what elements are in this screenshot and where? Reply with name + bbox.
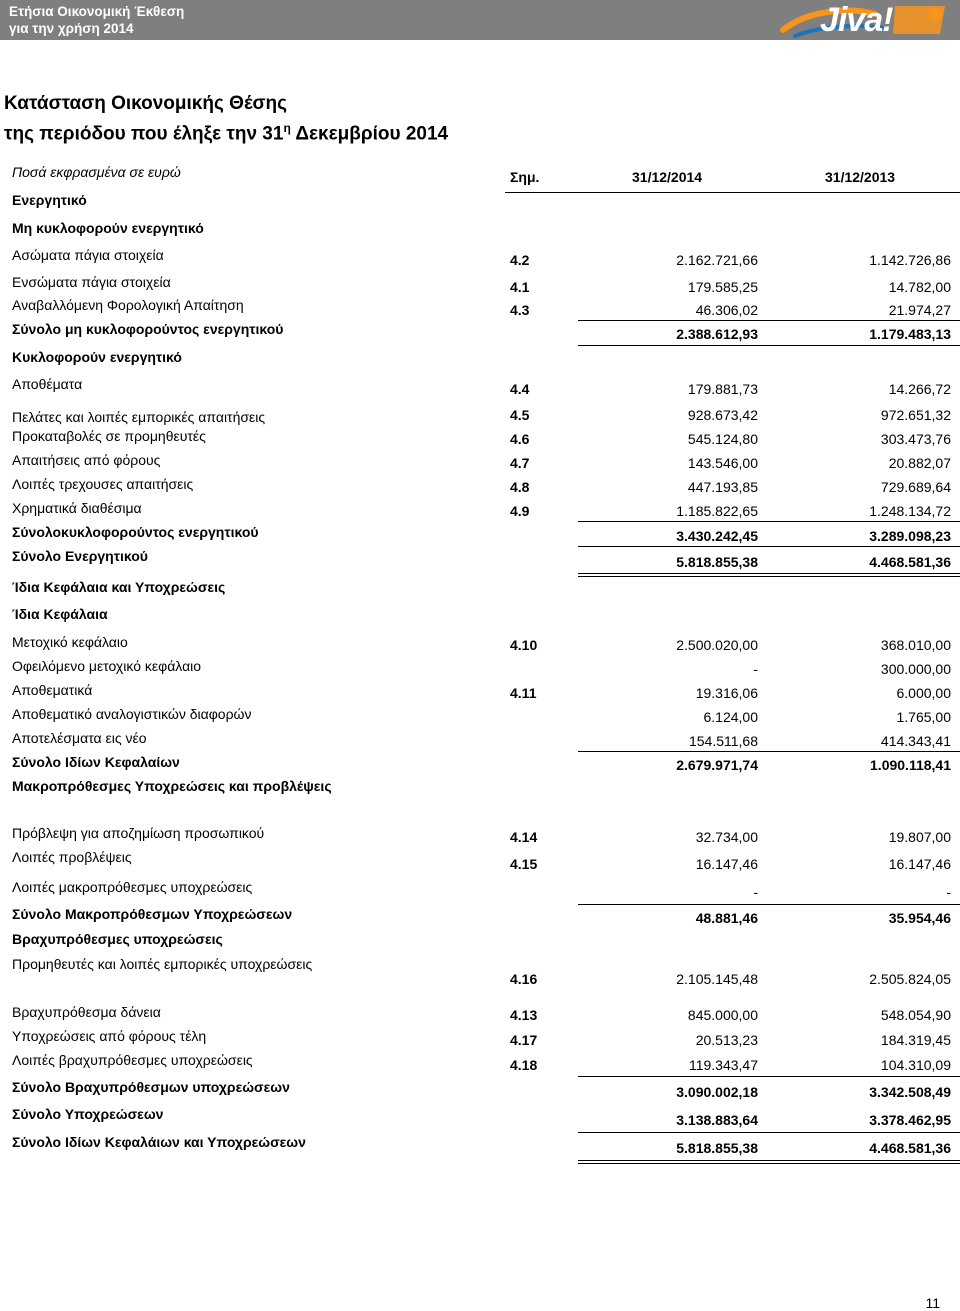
section-non-current-assets: Μη κυκλοφορούν ενεργητικό [12, 220, 204, 236]
row-label: Προμηθευτές και λοιπές εμπορικές υποχρεώσεις [12, 956, 313, 972]
row-note: 4.7 [510, 455, 530, 471]
section-equity: Ίδια Κεφάλαια [12, 606, 108, 622]
row-value-2014: 20.513,23 [695, 1032, 758, 1048]
row-label: Αποθεματικά [12, 682, 93, 698]
row-value-2014: 1.185.822,65 [676, 503, 758, 519]
row-value-2013: 184.319,45 [880, 1032, 951, 1048]
row-value-2014: 2.162.721,66 [676, 252, 758, 268]
header-band [0, 0, 960, 40]
row-label: Σύνολο μη κυκλοφορούντος ενεργητικού [12, 321, 284, 337]
row-value-2014: 928.673,42 [687, 407, 758, 423]
row-value-2013: 14.266,72 [888, 381, 951, 397]
total-rule [770, 1163, 960, 1164]
subtotal-rule [770, 521, 960, 522]
subtotal-rule [578, 345, 770, 346]
row-note: 4.2 [510, 252, 530, 268]
row-note: 4.14 [510, 829, 538, 845]
row-label: Πρόβλεψη για αποζημίωση προσωπικού [12, 825, 265, 841]
header-divider [505, 192, 960, 193]
row-note: 4.1 [510, 279, 530, 295]
row-value-2013: 414.343,41 [880, 733, 951, 749]
subtotal-rule [578, 546, 770, 547]
total-rule [578, 573, 770, 574]
section-long-term-liabilities: Μακροπρόθεσμες Υποχρεώσεις και προβλέψεις [12, 778, 332, 794]
report-title: Ετήσια Οικονομική Έκθεση [9, 4, 185, 19]
subtotal-rule [770, 1076, 960, 1077]
section-short-term-liabilities: Βραχυπρόθεσμες υποχρεώσεις [12, 931, 223, 947]
statement-title: Κατάσταση Οικονομικής Θέσης [4, 93, 288, 114]
row-note: 4.18 [510, 1057, 538, 1073]
row-label: Σύνολοκυκλοφορούντος ενεργητικού [12, 524, 259, 540]
row-label: Οφειλόμενο μετοχικό κεφάλαιο [12, 658, 202, 674]
row-value-2013: 35.954,46 [888, 910, 951, 926]
row-value-2014: 179.881,73 [687, 381, 758, 397]
row-value-2013: 6.000,00 [896, 685, 951, 701]
row-value-2014: 2.679.971,74 [676, 757, 758, 773]
row-note: 4.15 [510, 856, 538, 872]
subtotal-rule [578, 521, 770, 522]
row-note: 4.5 [510, 407, 530, 423]
row-value-2014: 6.124,00 [703, 709, 758, 725]
row-value-2013: 300.000,00 [880, 661, 951, 677]
row-value-2013: 21.974,27 [888, 302, 951, 318]
row-label: Αποτελέσματα εις νέο [12, 730, 147, 746]
row-value-2013: 3.289.098,23 [869, 528, 951, 544]
row-label: Σύνολο Ιδίων Κεφαλάιων και Υποχρεώσεων [12, 1134, 306, 1150]
row-value-2014: 2.388.612,93 [676, 326, 758, 342]
row-value-2013: 972.651,32 [880, 407, 951, 423]
row-value-2013: 548.054,90 [880, 1007, 951, 1023]
row-label: Σύνολο Ενεργητικού [12, 548, 148, 564]
row-value-2013: 104.310,09 [880, 1057, 951, 1073]
subtotal-rule [770, 904, 960, 905]
row-value-2014: 2.500.020,00 [676, 637, 758, 653]
row-value-2013: - [946, 884, 951, 900]
row-value-2014: 32.734,00 [695, 829, 758, 845]
row-label: Πελάτες και λοιπές εμπορικές απαιτήσεις [12, 409, 266, 425]
row-value-2013: 4.468.581,36 [869, 554, 951, 570]
row-value-2014: 5.818.855,38 [676, 1140, 758, 1156]
row-value-2013: 1.090.118,41 [870, 757, 951, 773]
row-note: 4.11 [510, 685, 537, 701]
row-value-2014: 48.881,46 [695, 910, 758, 926]
row-note: 4.16 [510, 971, 538, 987]
total-rule [770, 573, 960, 574]
total-rule [578, 576, 770, 577]
subtotal-rule [770, 345, 960, 346]
section-current-assets: Κυκλοφορούν ενεργητικό [12, 349, 182, 365]
row-value-2013: 729.689,64 [880, 479, 951, 495]
row-value-2014: 179.585,25 [687, 279, 758, 295]
row-value-2014: 16.147,46 [695, 856, 758, 872]
row-value-2013: 368.010,00 [880, 637, 951, 653]
row-value-2014: 3.430.242,45 [676, 528, 758, 544]
row-label: Σύνολο Ιδίων Κεφαλαίων [12, 754, 180, 770]
subtotal-rule [770, 546, 960, 547]
statement-period: της περιόδου που έληξε την $31^\eta$ Δεκεμβρίου 2014 [4, 121, 449, 145]
row-note: 4.4 [510, 381, 530, 397]
row-label: Λοιπές προβλέψεις [12, 849, 132, 865]
row-value-2014: 3.090.002,18 [676, 1084, 758, 1100]
row-label: Λοιπές βραχυπρόθεσμες υποχρεώσεις [12, 1052, 253, 1068]
row-value-2014: 46.306,02 [695, 302, 758, 318]
subtotal-rule [578, 320, 770, 321]
row-label: Λοιπές μακροπρόθεσμες υποχρεώσεις [12, 879, 253, 895]
row-label: Αποθέματα [12, 376, 83, 392]
subtotal-rule [578, 1076, 770, 1077]
total-rule [770, 576, 960, 577]
row-value-2014: 119.343,47 [688, 1057, 758, 1073]
row-note: 4.13 [510, 1007, 538, 1023]
row-label: Σύνολο Βραχυπρόθεσμων υποχρεώσεων [12, 1079, 290, 1095]
row-label: Αναβαλλόμενη Φορολογική Απαίτηση [12, 297, 244, 313]
total-rule [578, 1163, 770, 1164]
row-note: 4.6 [510, 431, 530, 447]
column-header-2014: 31/12/2014 [632, 169, 703, 185]
row-label: Ασώματα πάγια στοιχεία [12, 247, 164, 263]
row-note: 4.9 [510, 503, 530, 519]
report-year: για την χρήση 2014 [9, 21, 134, 36]
row-label: Σύνολο Μακροπρόθεσμων Υποχρεώσεων [12, 906, 293, 922]
row-value-2013: 2.505.824,05 [869, 971, 951, 987]
row-value-2013: 4.468.581,36 [869, 1140, 951, 1156]
subtotal-rule [770, 751, 960, 752]
subtotal-rule [578, 1132, 770, 1133]
currency-note: Ποσά εκφρασμένα σε ευρώ [12, 164, 181, 180]
subtotal-rule [578, 751, 770, 752]
row-value-2013: 1.765,00 [896, 709, 951, 725]
row-value-2014: 545.124,80 [687, 431, 758, 447]
row-value-2013: 16.147,46 [888, 856, 951, 872]
row-value-2014: 447.193,85 [687, 479, 758, 495]
row-value-2014: - [753, 661, 758, 677]
section-equity-liabilities: Ίδια Κεφάλαια και Υποχρεώσεις [12, 579, 226, 595]
row-value-2013: 1.179.483,13 [869, 326, 951, 342]
row-label: Λοιπές τρεχουσες απαιτήσεις [12, 476, 194, 492]
row-note: 4.8 [510, 479, 530, 495]
section-assets: Ενεργητικό [12, 192, 87, 208]
row-label: Ενσώματα πάγια στοιχεία [12, 274, 171, 290]
row-value-2013: 19.807,00 [888, 829, 951, 845]
row-label: Απαιτήσεις από φόρους [12, 452, 161, 468]
row-value-2014: 19.316,06 [695, 685, 758, 701]
row-label: Βραχυπρόθεσμα δάνεια [12, 1004, 161, 1020]
row-value-2014: 845.000,00 [687, 1007, 758, 1023]
subtotal-rule [770, 1132, 960, 1133]
subtotal-rule [770, 320, 960, 321]
row-value-2014: 2.105.145,48 [676, 971, 758, 987]
row-value-2014: 143.546,00 [687, 455, 758, 471]
row-value-2013: 20.882,07 [888, 455, 951, 471]
row-value-2013: 1.248.134,72 [869, 503, 951, 519]
row-label: Μετοχικό κεφάλαιο [12, 634, 128, 650]
row-note: 4.3 [510, 302, 530, 318]
row-label: Αποθεματικό αναλογιστικών διαφορών [12, 706, 252, 722]
row-value-2014: 3.138.883,64 [676, 1112, 758, 1128]
row-value-2014: 154.511,68 [688, 733, 758, 749]
row-label: Υποχρεώσεις από φόρους τέλη [12, 1028, 207, 1044]
column-header-2013: 31/12/2013 [825, 169, 896, 185]
total-rule [578, 1160, 770, 1161]
row-note: 4.10 [510, 637, 538, 653]
column-header-note: Σημ. [510, 169, 540, 185]
row-value-2013: 14.782,00 [888, 279, 951, 295]
row-label: Σύνολο Υποχρεώσεων [12, 1106, 164, 1122]
subtotal-rule [578, 904, 770, 905]
row-label: Χρηματικά διαθέσιμα [12, 500, 142, 516]
row-label: Προκαταβολές σε προμηθευτές [12, 428, 206, 444]
total-rule [770, 1160, 960, 1161]
row-value-2013: 3.378.462,95 [869, 1112, 951, 1128]
row-value-2014: - [753, 884, 758, 900]
row-note: 4.17 [510, 1032, 538, 1048]
row-value-2013: 3.342.508,49 [869, 1084, 951, 1100]
row-value-2014: 5.818.855,38 [676, 554, 758, 570]
row-value-2013: 303.473,76 [880, 431, 951, 447]
row-value-2013: 1.142.726,86 [869, 252, 951, 268]
logo-wordmark: Jiva! [820, 1, 893, 39]
page-number: 11 [925, 1295, 940, 1311]
